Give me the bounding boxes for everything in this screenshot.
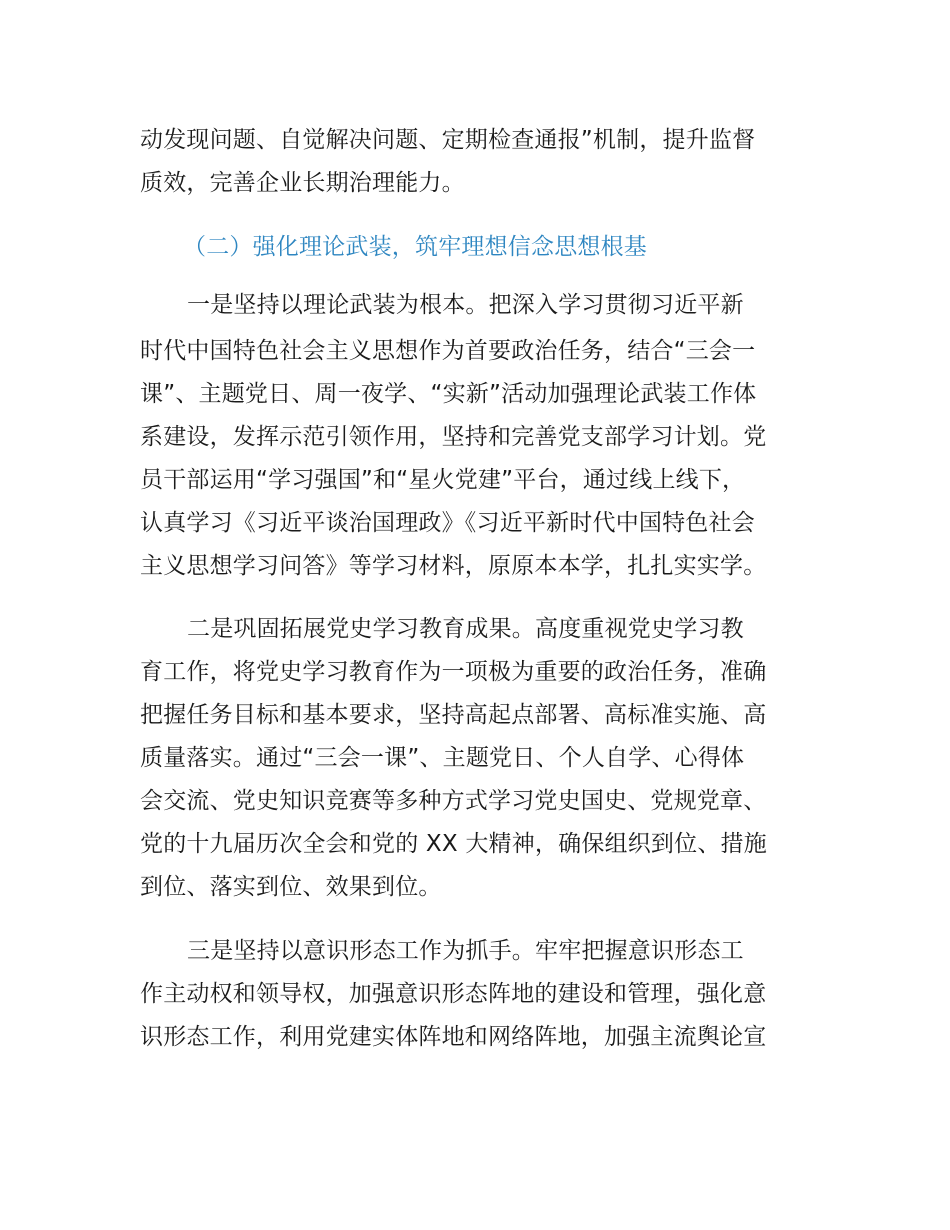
text-line: 会交流、党史知识竞赛等多种方式学习党史国史、党规党章、 <box>140 788 767 814</box>
text-line: 党的十九届历次全会和党的 XX 大精神，确保组织到位、措施 <box>140 831 767 857</box>
text-line: 一是坚持以理论武装为根本。把深入学习贯彻习近平新 <box>187 292 744 318</box>
section-heading: （二）强化理论武装，筑牢理想信念思想根基 <box>183 234 647 260</box>
text-line: 三是坚持以意识形态工作为抓手。牢牢把握意识形态工 <box>187 938 744 964</box>
text-line: 质量落实。通过“三会一课”、主题党日、个人自学、心得体 <box>140 745 745 771</box>
text-line: 员干部运用“学习强国”和“星火党建”平台，通过线上线下， <box>140 467 746 493</box>
text-line: 到位、落实到位、效果到位。 <box>140 874 442 900</box>
text-line: 识形态工作，利用党建实体阵地和网络阵地，加强主流舆论宣 <box>140 1024 767 1050</box>
text-line: 时代中国特色社会主义思想作为首要政治任务，结合“三会一 <box>140 338 756 364</box>
text-line: 动发现问题、自觉解决问题、定期检查通报”机制，提升监督 <box>140 127 756 153</box>
text-line: 质效，完善企业长期治理能力。 <box>140 170 465 196</box>
text-line: 育工作，将党史学习教育作为一项极为重要的政治任务，准确 <box>140 659 767 685</box>
text-line: 二是巩固拓展党史学习教育成果。高度重视党史学习教 <box>187 616 744 642</box>
text-line: 系建设，发挥示范引领作用，坚持和完善党支部学习计划。党 <box>140 424 767 450</box>
text-line: 把握任务目标和基本要求，坚持高起点部署、高标准实施、高 <box>140 702 767 728</box>
text-line: 课”、主题党日、周一夜学、“实新”活动加强理论武装工作体 <box>140 381 757 407</box>
text-line: 作主动权和领导权，加强意识形态阵地的建设和管理，强化意 <box>140 981 767 1007</box>
text-line: 主义思想学习问答》等学习材料，原原本本学，扎扎实实学。 <box>140 553 767 579</box>
text-line: 认真学习《习近平谈治国理政》《习近平新时代中国特色社会 <box>140 510 755 536</box>
